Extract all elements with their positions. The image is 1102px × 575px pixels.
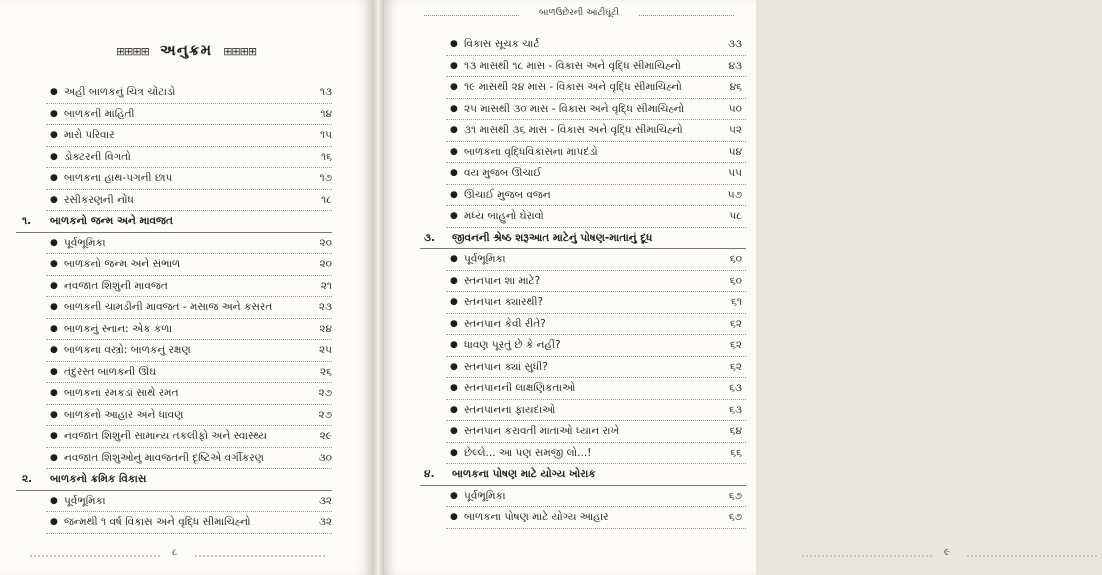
toc-entry-page: ૨૭ [318,387,332,399]
bullet-icon: ● [450,189,458,200]
toc-entry-title: સ્તનપાન ક્યારથી? [464,296,544,308]
toc-entry-page: ૨૬ [319,365,332,378]
toc-entry-page: ૨૩ [318,301,332,313]
toc-section-heading[interactable] [420,464,746,486]
toc-entry-title: બાળકનું સ્નાન: એક કળા [64,322,173,335]
toc-entry-title: સ્તનપાન શા માટે? [464,274,541,287]
toc-entry-title: બાળકનો જન્મ અને સંભાળ [64,258,181,270]
toc-entry-title: ૧૩ માસથી ૧૮ માસ - વિકાસ અને વૃદ્ધિ સીમાચિહ્નો [464,59,681,72]
bullet-icon: ● [50,130,58,140]
bullet-icon: ● [450,318,458,329]
bullet-icon: ● [450,340,458,350]
toc-entry[interactable] [46,233,332,255]
footer-rule [30,555,160,557]
toc-entry[interactable] [46,125,332,147]
bullet-icon: ● [50,452,58,463]
bullet-icon: ● [450,361,458,372]
toc-entry-page: ૫૨ [728,124,742,136]
toc-entry-page: ૫૪ [728,145,742,158]
toc-entry-page: ૬૩ [729,382,742,394]
bullet-icon: ● [50,388,58,398]
toc-entry-page: ૩૩ [728,38,742,50]
toc-entry-title: પૂર્વભૂમિકા [464,253,506,265]
toc-entry-page: ૨૫ [318,344,332,356]
toc-entry[interactable] [446,314,746,336]
toc-entry-page: ૫૮ [729,210,742,222]
toc-entry[interactable] [446,400,746,422]
toc-entry-page: ૫૦ [728,102,742,115]
toc-entry-title: રસીકરણની નોંધ [64,193,134,206]
toc-entry-title: ડોક્ટરની વિગતો [64,150,131,163]
toc-entry-page: ૬૦ [729,274,742,287]
toc-entry-page: ૧૩ [319,86,332,98]
toc-entry-title: વય મુજબ ઊંચાઈ [464,167,542,179]
toc-entry[interactable] [446,271,746,293]
toc-entry[interactable] [46,276,332,298]
section-title: જીવનની શ્રેષ્ઠ શરૂઆત માટેનું પોષણ-માતાનું દૂધ [452,231,653,244]
left-toc-list [0,82,372,534]
bullet-icon: ● [50,280,58,291]
book-gutter [372,0,384,575]
toc-section-heading[interactable] [16,469,332,491]
toc-entry-title: જન્મથી ૧ વર્ષ વિકાસ અને વૃદ્ધિ સીમાચિહ્નો [64,516,251,528]
bullet-icon: ● [50,409,58,420]
ornament-left: ⊞⊞⊞⊞ [115,45,149,58]
bullet-icon: ● [450,404,458,415]
toc-section-heading[interactable] [16,211,332,233]
bullet-icon: ● [450,103,458,114]
toc-entry-page: ૬૧ [730,296,742,308]
toc-entry[interactable] [446,99,746,121]
toc-entry-title: સ્તનપાનના ફાયદાઓ [464,403,556,416]
bullet-icon: ● [50,302,58,312]
bullet-icon: ● [450,512,458,522]
toc-entry-title: પૂર્વભૂમિકા [64,236,106,249]
toc-entry-page: ૨૯ [319,430,332,442]
toc-entry[interactable] [46,491,332,513]
toc-entry-page: ૪૬ [729,81,742,93]
toc-entry-title: ૨૫ માસથી ૩૦ માસ - વિકાસ અને વૃદ્ધિ સીમાચિહ્નો [464,102,685,115]
footer-rule [802,555,932,557]
toc-entry-page: ૬૦ [729,253,742,265]
toc-entry-title: સ્તનપાન કરાવતી માતાઓ ધ્યાન રાખે [464,425,620,437]
toc-entry[interactable] [46,448,332,470]
toc-entry-page: ૬૩ [729,403,742,416]
toc-entry[interactable] [46,340,332,362]
toc-entry-title: બાળકની માહિતી [64,107,135,120]
bullet-icon: ● [450,297,458,307]
right-page [384,0,950,575]
toc-entry[interactable] [446,507,746,529]
bullet-icon: ● [50,345,58,355]
bullet-icon: ● [450,275,458,286]
toc-entry[interactable] [46,190,332,212]
toc-entry-page: ૨૧ [320,279,332,292]
toc-entry-title: ધાવણ પૂરતું છે કે નહીં? [464,339,561,351]
bullet-icon: ● [450,426,458,436]
toc-entry-page: ૬૪ [729,425,742,437]
bullet-icon: ● [50,194,58,205]
toc-entry-page: ૬૭ [728,489,742,502]
toc-entry[interactable] [446,185,746,207]
running-head: બાળઉછેરની આંટીઘૂંટી [424,8,734,18]
toc-entry-page: ૧૪ [320,107,332,120]
bullet-icon: ● [50,323,58,334]
toc-entry[interactable] [46,512,332,534]
bullet-icon: ● [450,490,458,501]
toc-entry[interactable] [446,56,746,78]
bullet-icon: ● [50,366,58,377]
footer-rule [967,555,1097,557]
toc-entry-title: પૂર્વભૂમિકા [64,494,106,507]
toc-entry[interactable] [46,297,332,319]
toc-entry-title: બાળકના હાથ-પગની છાપ [64,172,173,184]
toc-entry-page: ૩૨ [318,516,332,528]
bullet-icon: ● [450,211,458,221]
toc-entry[interactable] [446,421,746,443]
bullet-icon: ● [50,431,58,441]
toc-entry-page: ૧૮ [321,193,332,206]
bullet-icon: ● [50,495,58,506]
toc-entry[interactable] [446,142,746,164]
toc-entry[interactable] [46,383,332,405]
ornament-right: ⊞⊞⊞⊞ [223,45,257,58]
toc-entry-title: બાળકના વૃદ્ધિવિકાસના માપદંડો [464,145,598,158]
toc-entry-title: છેલ્લે... આ પણ સમજી લો...! [464,446,592,459]
toc-entry-page: ૨૦ [319,236,332,249]
toc-entry-title: નવજાત શિશુની સામાન્ય તકલીફો અને સ્વાસ્થ્ય [64,430,267,442]
toc-entry[interactable] [446,77,746,99]
toc-entry-title: બાળકનો આહાર અને ધાવણ [64,408,184,421]
footer-rule [195,555,325,557]
toc-entry-title: મારો પરિવાર [64,129,115,141]
bullet-icon: ● [50,87,58,97]
toc-entry-page: ૬૬ [730,446,742,459]
toc-entry-page: ૪૩ [728,59,742,72]
bullet-icon: ● [450,39,458,49]
toc-entry[interactable] [46,104,332,126]
left-page [0,0,372,575]
bullet-icon: ● [50,517,58,527]
toc-entry-title: બાળકની ચામડીની માવજત - મસાજ અને કસરત [64,301,273,313]
section-title: બાળકના પોષણ માટે યોગ્ય ખોરાક [452,468,596,480]
section-title: બાળકનો જન્મ અને માવજત [50,215,173,227]
toc-entry[interactable] [446,357,746,379]
section-number: ૪. [424,468,435,480]
page-number: ૯ [944,547,950,558]
toc-entry-page: ૬૭ [728,511,742,523]
toc-entry-page: ૧૭ [319,172,332,184]
toc-entry-page: ૩૦ [318,451,332,464]
bullet-icon: ● [50,237,58,248]
bullet-icon: ● [450,60,458,71]
toc-entry[interactable] [446,443,746,465]
toc-entry-title: અહીં બાળકનું ચિત્ર ચોંટાડો [64,86,176,98]
page-number: ૮ [172,547,178,558]
toc-entry[interactable] [446,335,746,357]
toc-entry-page: ૬૨ [729,360,742,373]
left-page-footer [30,549,330,561]
toc-entry-page: ૬૨ [729,317,742,330]
toc-entry[interactable] [46,168,332,190]
toc-entry-title: તંદુરસ્ત બાળકની ઊંઘ [64,365,157,378]
toc-entry-page: ૬૨ [729,339,742,351]
toc-entry-title: મધ્ય બાહુનો ઘેરાવો [464,210,544,222]
bullet-icon: ● [50,259,58,269]
toc-entry-page: ૨૪ [319,322,332,335]
toc-entry[interactable] [46,426,332,448]
toc-entry[interactable] [446,120,746,142]
toc-entry-title: નવજાત શિશુની માવજત [64,279,168,292]
toc-entry-title: સ્તનપાન કેવી રીતે? [464,317,546,330]
toc-entry[interactable] [46,254,332,276]
toc-entry-title: પૂર્વભૂમિકા [464,489,506,502]
toc-entry[interactable] [46,362,332,384]
bullet-icon: ● [450,254,458,264]
toc-entry-page: ૨૭ [318,408,332,421]
section-number: ૩. [424,231,435,244]
toc-entry-title: બાળકના પોષણ માટે યોગ્ય આહાર [464,511,609,523]
toc-entry-title: બાળકનાં વસ્ત્રો: બાળકનું રક્ષણ [64,344,191,356]
toc-entry[interactable] [446,378,746,400]
toc-heading-block [0,40,372,59]
toc-entry[interactable] [46,405,332,427]
toc-entry-page: ૩૨ [318,494,332,507]
right-toc-list [384,34,756,529]
toc-entry[interactable] [46,82,332,104]
toc-heading: અનુક્રમ [159,41,213,59]
toc-entry-title: વિકાસ સૂચક ચાર્ટ [464,38,540,50]
toc-entry-title: સ્તનપાન ક્યાં સુધી? [464,360,548,373]
bullet-icon: ● [450,82,458,92]
bullet-icon: ● [450,447,458,458]
bullet-icon: ● [450,125,458,135]
bullet-icon: ● [450,146,458,157]
toc-entry-page: ૧૬ [320,150,332,163]
toc-entry[interactable] [46,147,332,169]
toc-entry-page: ૨૦ [319,258,332,270]
bullet-icon: ● [450,383,458,393]
toc-entry-page: ૫૫ [728,167,742,179]
toc-entry-title: બાળકનાં રમકડાં સાથે રમત [64,387,179,399]
toc-entry-title: ૧૯ માસથી ૨૪ માસ - વિકાસ અને વૃદ્ધિ સીમાચિહ્નો [464,81,682,93]
toc-entry-title: સ્તનપાનની લાક્ષણિકતાઓ [464,382,576,394]
toc-entry[interactable] [446,249,746,271]
toc-entry[interactable] [446,292,746,314]
toc-entry-title: નવજાત શિશુઓનું માવજતની દૃષ્ટિએ વર્ગીકરણ [64,451,264,464]
toc-entry-page: ૫૭ [727,188,742,201]
right-page-footer [802,549,1102,561]
bullet-icon: ● [50,173,58,183]
toc-entry-page: ૧૫ [319,129,332,141]
section-number: ૧. [22,215,32,227]
toc-entry[interactable] [46,319,332,341]
toc-entry[interactable] [446,34,746,56]
toc-section-heading[interactable] [420,228,746,250]
bullet-icon: ● [50,108,58,119]
toc-entry[interactable] [446,486,746,508]
section-number: ૨. [22,473,33,485]
toc-entry-title: ૩૧ માસથી ૩૬ માસ - વિકાસ અને વૃદ્ધિ સીમાચિહ્નો [464,124,683,136]
toc-entry-title: ઊંચાઈ મુજબ વજન [464,188,551,201]
bullet-icon: ● [450,168,458,178]
toc-entry[interactable] [446,163,746,185]
bullet-icon: ● [50,151,58,162]
toc-entry[interactable] [446,206,746,228]
section-title: બાળકનો ક્રમિક વિકાસ [50,473,147,485]
